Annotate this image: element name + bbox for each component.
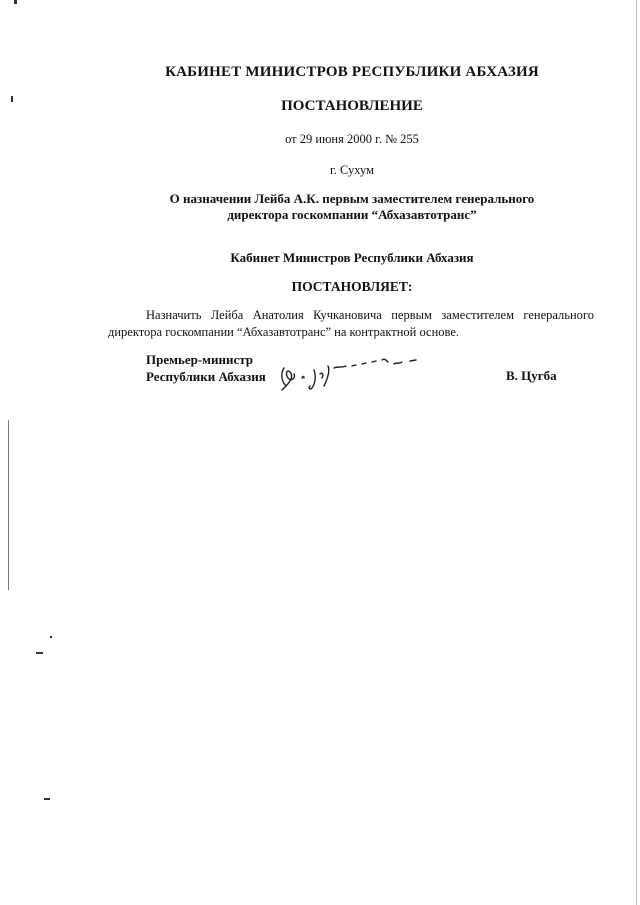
page-edge xyxy=(636,0,637,905)
decision-heading: ПОСТАНОВЛЯЕТ: xyxy=(291,279,413,294)
preamble-body: Кабинет Министров Республики Абхазия xyxy=(230,250,474,265)
subject-heading xyxy=(0,191,640,223)
position-line-1: Премьер-министр xyxy=(146,352,254,367)
signatory-name: В. Цугба xyxy=(506,368,557,383)
position-line-2: Республики Абхазия xyxy=(146,369,266,384)
scan-mark xyxy=(50,636,52,638)
date-line: от 29 июня 2000 г. № 255 xyxy=(285,132,419,146)
scan-mark xyxy=(36,652,43,654)
subject-line-1: О назначении Лейба А.К. первым заместителем генерального xyxy=(169,191,535,206)
main-text: Назначить Лейба Анатолия Кучкановича первым заместителем генерального директора госкомпании “Абхазавтотранс” на контрактной основе. xyxy=(108,308,594,339)
scan-line xyxy=(8,420,9,590)
organization-title: КАБИНЕТ МИНИСТРОВ РЕСПУБЛИКИ АБХАЗИЯ xyxy=(165,64,539,80)
city-line: г. Сухум xyxy=(329,163,374,177)
scan-mark xyxy=(14,0,17,4)
handwritten-signature xyxy=(276,352,426,392)
scan-mark xyxy=(44,798,50,800)
signatory-position xyxy=(146,351,266,385)
scan-mark xyxy=(11,96,13,102)
subject-line-2: директора госкомпании “Абхазавтотранс” xyxy=(227,207,477,222)
document-type: ПОСТАНОВЛЕНИЕ xyxy=(281,98,423,114)
